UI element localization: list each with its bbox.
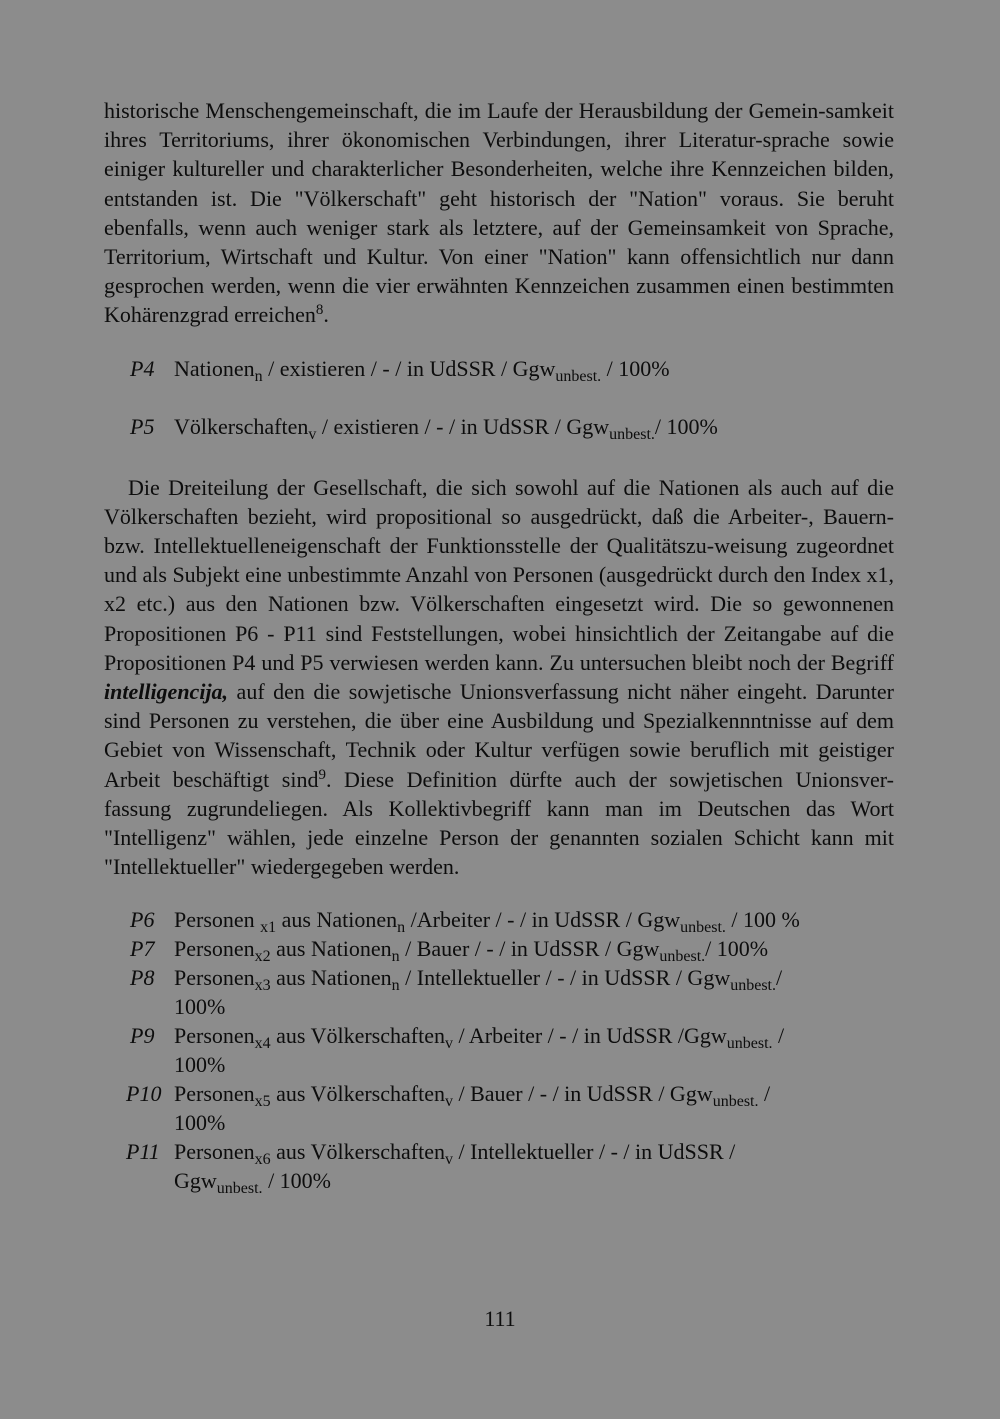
proposition-p6 bbox=[104, 905, 894, 937]
proposition-p8 bbox=[104, 963, 894, 1021]
paragraph-1-end: . bbox=[323, 302, 329, 328]
paragraph-2-text-cont: auf den die sowjetische Unionsverfassung nicht näher eingeht. Darunter sind Personen zu verstehen, die über eine Ausbildung und Spezialkennntnisse auf dem Gebiet von Wissenschaft, Technik oder Kultur verfügen sowie beruflich mit geistiger Arbeit beschäftigt sind bbox=[104, 679, 894, 792]
paragraph-2 bbox=[104, 473, 894, 882]
proposition-label: P10 bbox=[126, 1081, 162, 1107]
proposition-text: Personen$_{x2}$ aus Nationen$_n$ / Bauer / - / in UdSSR / Ggw$_{unbest.}$/ 100% bbox=[174, 936, 769, 966]
paragraph-2-text-end: . Diese Definition dürfte auch der sowjetischen Unionsver-fassung zugrundeliegen. Als Kollektivbegriff kann man im Deutschen das Wort "Intelligenz" wählen, jede einzelne Person der genannten sozialen Schicht kann mit "Intellektueller" wiedergegeben werden. bbox=[104, 766, 894, 880]
page-content bbox=[104, 96, 894, 1198]
proposition-text: Nationen$_n$ / existieren / - / in UdSSR / Ggw$_{unbest.}$ / 100% bbox=[174, 355, 670, 385]
proposition-p5 bbox=[104, 412, 894, 441]
footnote-ref-8: 8 bbox=[315, 302, 324, 319]
proposition-label: P8 bbox=[130, 965, 155, 991]
footnote-ref-9: 9 bbox=[318, 766, 326, 783]
paragraph-2-text: Die Dreiteilung der Gesellschaft, die sich sowohl auf die Nationen als auch auf die Völkerschaften bezieht, wird propositional so ausgedrückt, daß die Arbeiter-, Bauern- bzw. Intellektuelleneigenschaft der Funktionsstelle der Qualitätszu-weisung zugeordnet und als Subjekt eine unbestimmte Anzahl von Personen (ausgedrückt durch den Index x1, x2 etc.) aus den Nationen bzw. Völkerschaften eingesetzt wird. Die so gewonnenen Propositionen P6 - P11 sind Feststellungen, wobei hinsichtlich der Zeitangabe auf die Propositionen P4 und P5 verwiesen werden kann. Zu untersuchen bleibt noch der Begriff bbox=[104, 474, 894, 675]
paragraph-1 bbox=[104, 96, 894, 330]
proposition-label: P4 bbox=[130, 355, 155, 381]
proposition-text: Personen $_{x1}$ aus Nationen$_n$ /Arbeiter / - / in UdSSR / Ggw$_{unbest.}$ / 100 % bbox=[174, 907, 800, 937]
proposition-label: P11 bbox=[126, 1139, 160, 1165]
proposition-text: Personen$_{x5}$ aus Völkerschaften$_v$ / Bauer / - / in UdSSR / Ggw$_{unbest.}$ / 100% bbox=[174, 1081, 771, 1136]
proposition-text: Personen$_{x6}$ aus Völkerschaften$_v$ / Intellektueller / - / in UdSSR / Ggw$_{unbest.}$ / 100% bbox=[174, 1139, 736, 1198]
proposition-p9 bbox=[104, 1021, 894, 1079]
paragraph-1-text: historische Menschengemeinschaft, die im Laufe der Herausbildung der Gemein-samkeit ihres Territoriums, ihrer ökonomischen Verbindungen, ihrer Literatur-sprache sowie einiger kultureller und charakterlicher Besonderheiten, welche ihre Kennzeichen bilden, entstanden ist. Die "Völkerschaft" geht historisch der "Nation" voraus. Sie beruht ebenfalls, wenn auch weniger stark als letztere, auf der Gemeinsamkeit von Sprache, Territorium, Wirtschaft und Kultur. Von einer "Nation" kann offensichtlich nur dann gesprochen werden, wenn die vier erwähnten Kennzeichen zusammen einen bestimmten Kohärenzgrad erreichen bbox=[104, 98, 894, 328]
term-intelligencija: intelligencija, bbox=[104, 679, 229, 705]
proposition-label: P9 bbox=[130, 1023, 155, 1049]
proposition-label: P6 bbox=[130, 907, 155, 933]
proposition-p10 bbox=[104, 1079, 894, 1137]
proposition-text: Personen$_{x3}$ aus Nationen$_n$ / Intellektueller / - / in UdSSR / Ggw$_{unbest.}$/ 100% bbox=[174, 965, 783, 1020]
proposition-text: Personen$_{x4}$ aus Völkerschaften$_v$ / Arbeiter / - / in UdSSR /Ggw$_{unbest.}$ / 100% bbox=[174, 1023, 785, 1078]
page-number: 111 bbox=[484, 1306, 516, 1331]
proposition-p4 bbox=[104, 354, 894, 383]
proposition-label: P7 bbox=[130, 936, 155, 962]
proposition-label: P5 bbox=[130, 413, 155, 439]
proposition-text: Völkerschaften$_v$ / existieren / - / in UdSSR / Ggw$_{unbest.}$/ 100% bbox=[174, 413, 718, 443]
proposition-p11 bbox=[104, 1137, 894, 1198]
proposition-p7 bbox=[104, 934, 894, 966]
